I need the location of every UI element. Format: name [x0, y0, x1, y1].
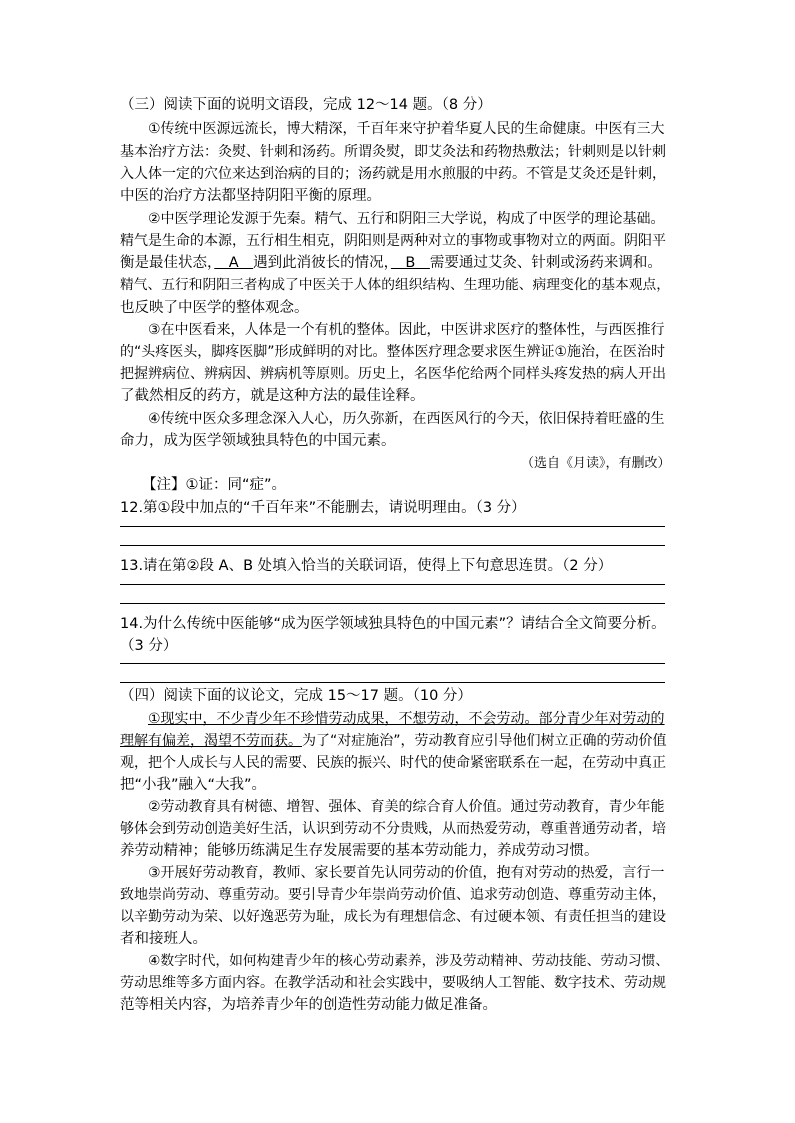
s4-p2-line3: 养劳动精神；能够历练满足生存发展需要的基本劳动能力，养成劳动习惯。 [120, 843, 599, 859]
s4-p3-line4: 者和接班人。 [120, 931, 207, 947]
s3-p2-line2: 精气是生命的本源，五行相生相克，阴阳则是两种对立的事物或事物对立的两面。阴阳平 [120, 233, 666, 249]
s3-p3-line4: 了截然相反的药方，就是这种方法的最佳诠释。 [120, 388, 425, 404]
underlined-text: ①现实中，不少青少年不珍惜劳动成果，不想劳动，不会劳动。部分青少年对劳动的 [148, 711, 665, 727]
s4-p1-line1 [148, 709, 665, 730]
s3-p1-line3: 入人体一定的穴位来达到治病的目的；汤药就是用水煎服的中药。不管是艾灸还是针刺， [120, 166, 666, 182]
s3-p3-line1: ③在中医看来，人体是一个有机的整体。因此，中医讲求医疗的整体性，与西医推行 [148, 322, 665, 338]
s3-p2-seg3: 需要通过艾灸、针刺或汤药来调和。 [429, 255, 662, 271]
question-14-line1: 14.为什么传统中医能够“成为医学领域独具特色的中国元素”？请结合全文简要分析。 [120, 616, 666, 632]
s4-p2-line2: 够体会到劳动创造美好生活，认识到劳动不分贵贱，从而热爱劳动，尊重普通劳动者，培 [120, 821, 666, 837]
s4-p4-line1: ④数字时代，如何构建青少年的核心劳动素养，涉及劳动精神、劳动技能、劳动习惯、 [148, 953, 670, 969]
source-citation: （选自《月读》，有删改） [521, 456, 671, 471]
s4-p3-line2: 致地崇尚劳动、尊重劳动。要引导青少年崇尚劳动价值、追求劳动创造、尊重劳动主体， [120, 887, 666, 903]
answer-line[interactable] [120, 526, 665, 527]
answer-line[interactable] [120, 545, 665, 546]
s3-p1-line2: 基本治疗方法：灸熨、针刺和汤药。所谓灸熨，即艾灸法和药物热敷法；针刺则是以针刺 [120, 144, 666, 160]
s3-p3-line3: 把握辨病位、辨病因、辨病机等原则。历史上，名医华佗给两个同样头疼发热的病人开出 [120, 366, 666, 382]
question-12: 12.第①段中加点的“千百年来”不能删去，请说明理由。（3 分） [120, 500, 526, 516]
section4-heading: （四）阅读下面的议论文，完成 15～17 题。（10 分） [120, 688, 472, 704]
underlined-text: 理解有偏差，渴望不劳而获。 [120, 733, 302, 749]
s3-p4-line2: 命力，成为医学领域独具特色的中国元素。 [120, 433, 396, 449]
s4-p3-line1: ③开展好劳动教育，教师、家长要首先认同劳动的价值，抱有对劳动的热爱，言行一 [148, 865, 665, 881]
question-13: 13.请在第②段 A、B 处填入恰当的关联词语，使得上下句意思连贯。（2 分） [120, 558, 613, 574]
blank-a: A [214, 255, 254, 271]
answer-line[interactable] [120, 584, 665, 585]
s4-p1-line4: 把“小我”融入“大我”。 [120, 777, 267, 793]
s3-p2-seg2: 遇到此消彼长的情况， [253, 255, 391, 271]
s3-p2-line4: 精气、五行和阴阳三者构成了中医关于人体的组织结构、生理功能、病理变化的基本观点， [120, 277, 671, 293]
s3-p3-line2: 的“头疼医头，脚疼医脚”形成鲜明的对比。整体医疗理念要求医生辨证①施治，在医治时 [120, 344, 666, 360]
s3-p1-line1: ①传统中医源远流长，博大精深，千百年来守护着华夏人民的生命健康。中医有三大 [148, 121, 665, 137]
s3-p2-seg1: 衡是最佳状态， [120, 255, 215, 271]
s4-p1-line3: 观，把个人成长与人民的需要、民族的振兴、时代的使命紧密联系在一起，在劳动中真正 [120, 755, 666, 771]
answer-line[interactable] [120, 682, 665, 683]
s4-p1-line2 [120, 731, 667, 752]
footnote: 【注】①证：同“症”。 [142, 477, 287, 493]
s3-p4-line1: ④传统中医众多理念深入人心，历久弥新，在西医风行的今天，依旧保持着旺盛的生 [148, 411, 665, 427]
blank-b: B [390, 255, 430, 271]
section3-heading: （三）阅读下面的说明文语段，完成 12～14 题。（8 分） [120, 97, 492, 113]
s3-p2-line1: ②中医学理论发源于先秦。精气、五行和阴阳三大学说，构成了中医学的理论基础。 [148, 211, 665, 227]
question-14-line2: （3 分） [120, 638, 178, 654]
answer-line[interactable] [120, 603, 665, 604]
answer-line[interactable] [120, 663, 665, 664]
s4-p4-line3: 范等相关内容，为培养青少年的创造性劳动能力做足准备。 [120, 997, 497, 1013]
s4-p2-line1: ②劳动教育具有树德、增智、强体、育美的综合育人价值。通过劳动教育，青少年能 [148, 799, 665, 815]
s4-p1-line2-rest: 为了“对症施治”，劳动教育应引导他们树立正确的劳动价值 [302, 733, 667, 749]
s4-p3-line3: 以辛勤劳动为荣、以好逸恶劳为耻，成长为有理想信念、有过硬本领、有责任担当的建设 [120, 909, 666, 925]
s4-p4-line2: 劳动思维等多方面内容。在教学活动和社会实践中，要吸纳人工智能、数字技术、劳动规 [120, 975, 666, 991]
s3-p2-line5: 也反映了中医学的整体观念。 [120, 300, 309, 316]
s3-p2-line3 [120, 253, 662, 274]
s3-p1-line4: 中医的治疗方法都坚持阴阳平衡的原理。 [120, 188, 381, 204]
